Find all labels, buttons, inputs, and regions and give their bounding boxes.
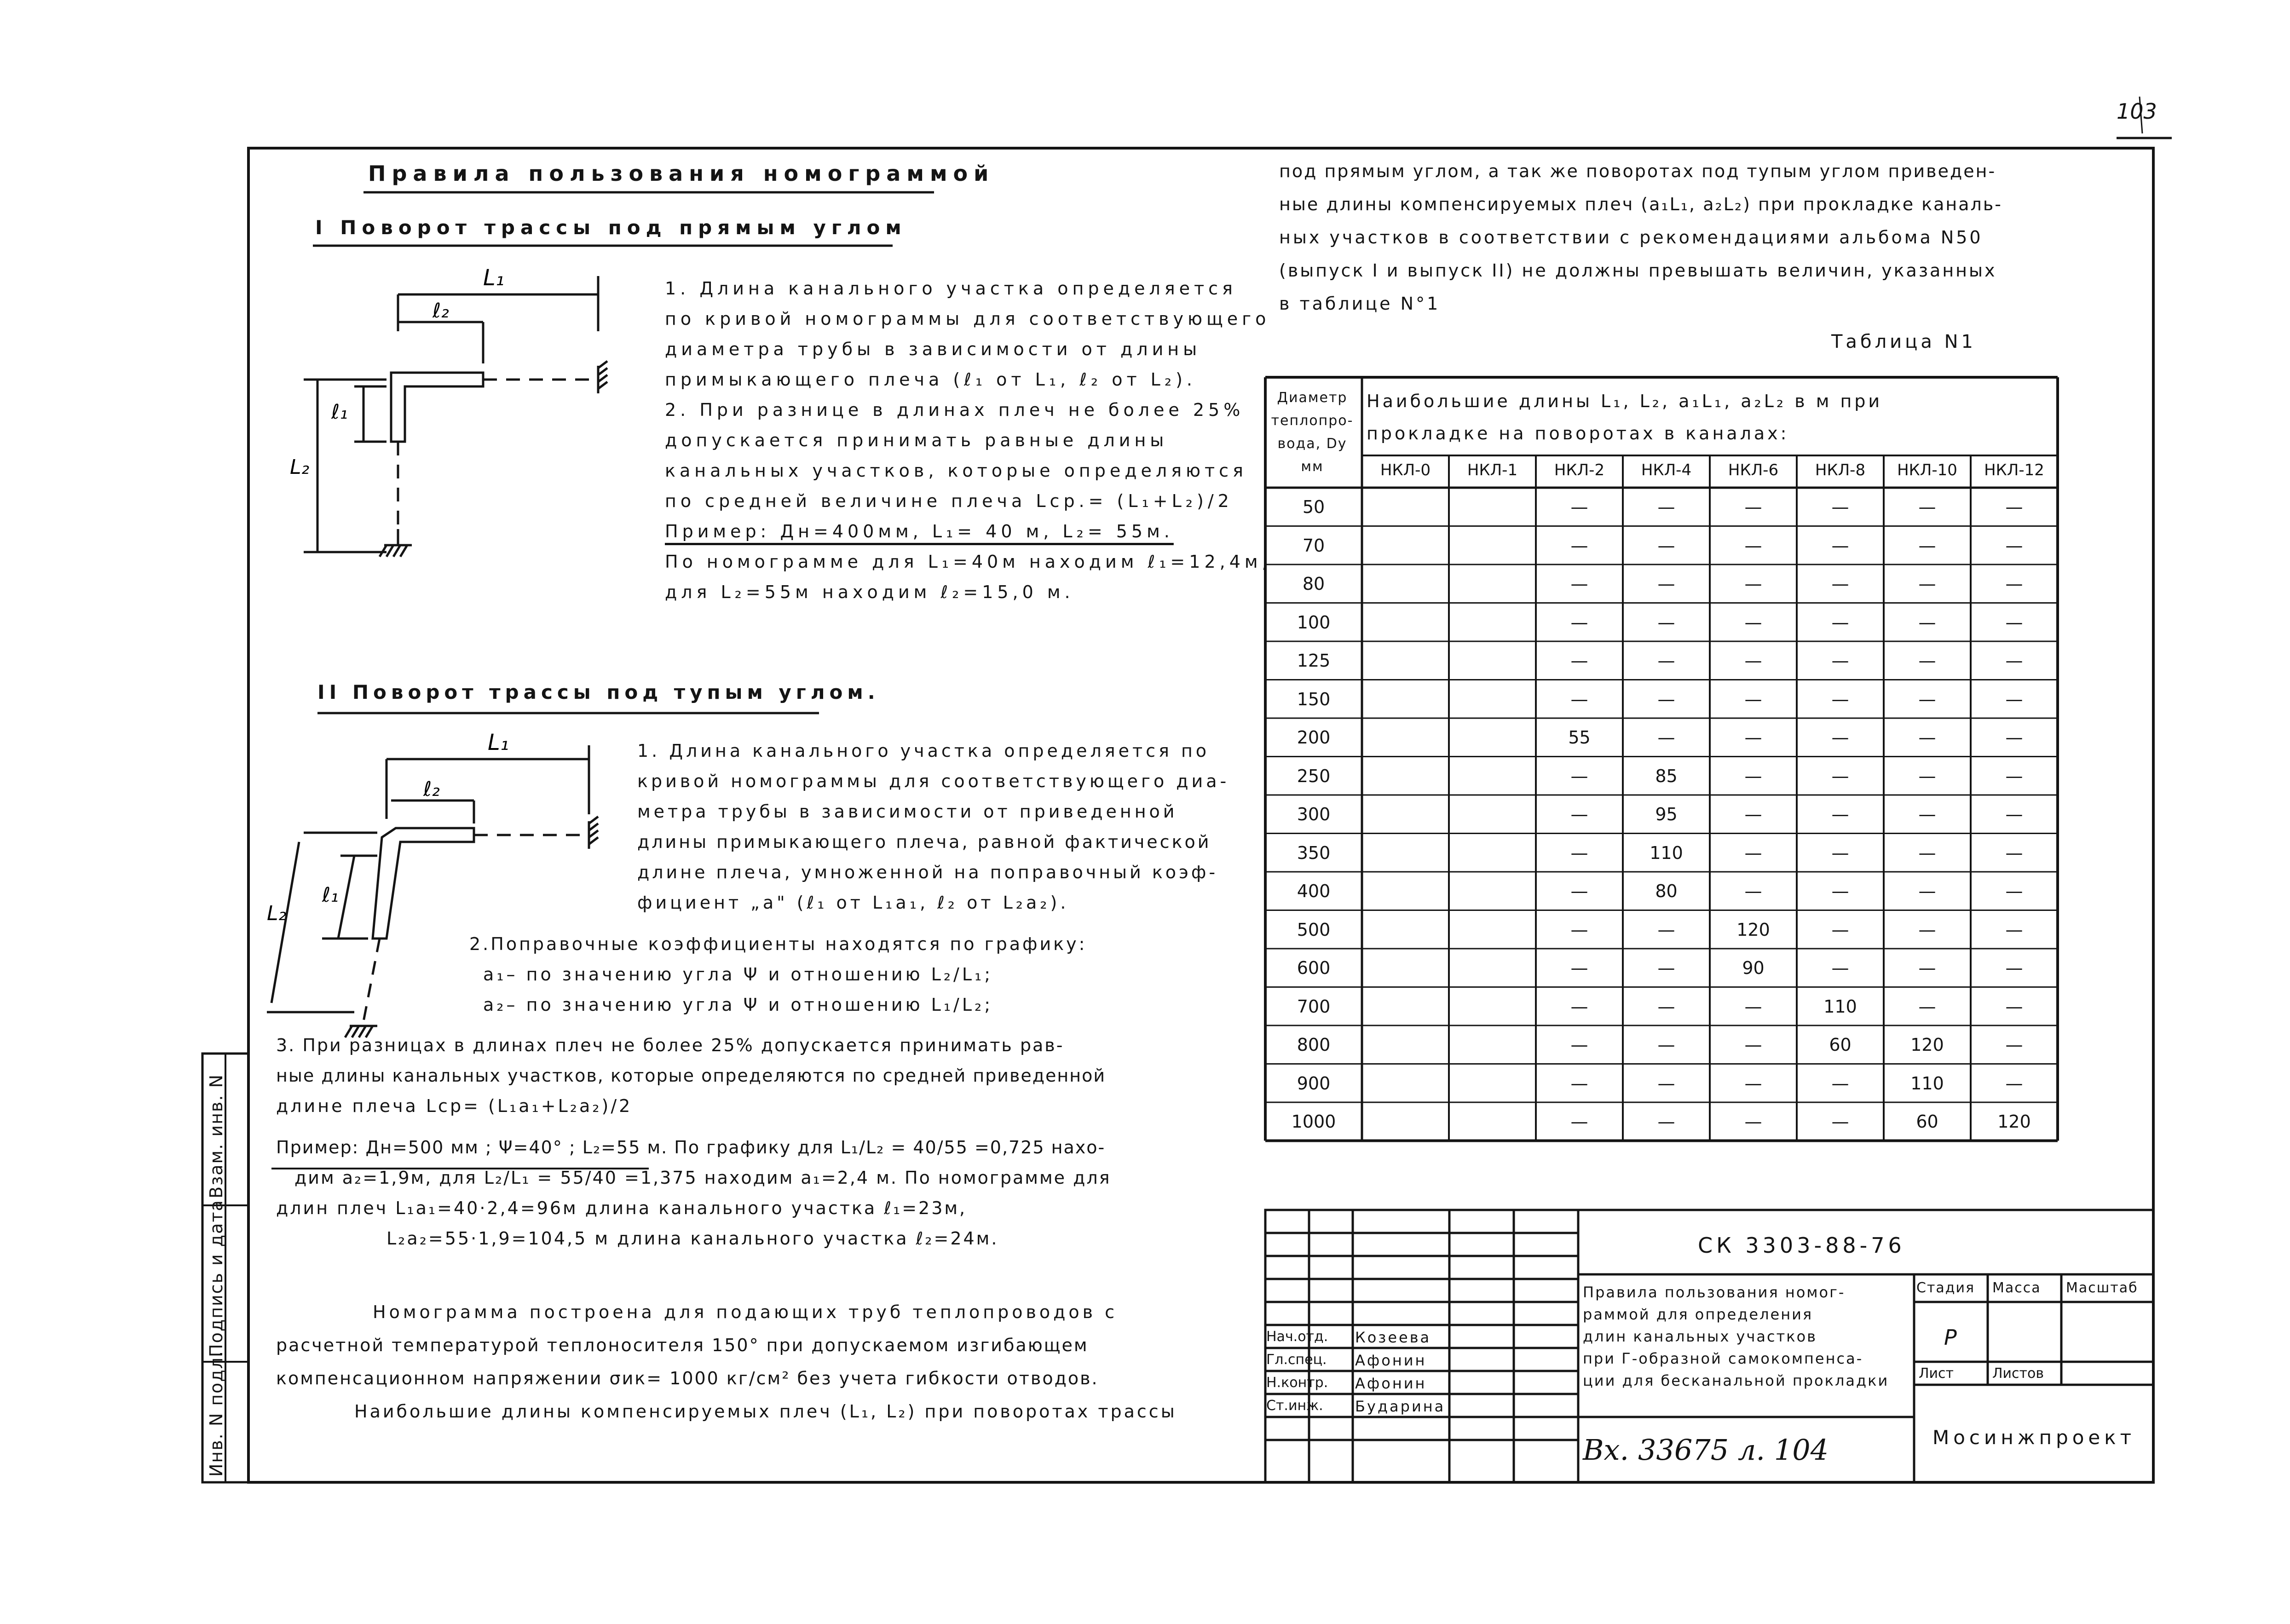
table-cell: —: [1657, 996, 1675, 1017]
table-grid: [1265, 377, 2058, 1141]
table-cell: —: [2005, 766, 2023, 786]
s2-line: 2.Поправочные коэффициенты находятся по графику:: [469, 934, 1087, 954]
table-diameter-cell: 350: [1297, 842, 1331, 863]
table-cell: —: [1744, 535, 1762, 556]
table-cell: —: [1831, 689, 1849, 709]
table-cell: —: [1570, 1111, 1588, 1132]
diag1-L1-label: L₁: [483, 265, 504, 291]
role: Н.контр.: [1266, 1375, 1328, 1391]
table-cell: —: [1744, 804, 1762, 824]
table-cell: —: [1744, 651, 1762, 671]
s1-line: По номограмме для L₁=40м находим ℓ₁=12,4м,: [665, 552, 1272, 572]
table-diameter-cell: 300: [1297, 804, 1331, 824]
right-line: в таблице N°1: [1279, 294, 1441, 314]
diag2-L1-label: L₁: [488, 730, 509, 755]
table-cell: —: [1744, 612, 1762, 633]
sheet-label: Лист: [1919, 1365, 1954, 1382]
doc-description-line: при Г-образной самокомпенса-: [1583, 1350, 1863, 1367]
table-diameter-cell: 700: [1297, 996, 1331, 1017]
section1-text: [665, 278, 1272, 612]
right-top-text: [1279, 161, 2002, 327]
doc-description-line: длин канальных участков: [1583, 1328, 1817, 1345]
table-cell: 110: [1650, 842, 1683, 863]
table-cell: 120: [1997, 1111, 2031, 1132]
table-cell: —: [1657, 1035, 1675, 1055]
table-cell: —: [1570, 996, 1588, 1017]
right-line: под прямым углом, а так же поворотах под тупым углом приведен-: [1279, 161, 1996, 181]
table-diameter-cell: 150: [1297, 689, 1331, 709]
table-cell: 80: [1655, 881, 1678, 901]
table-cell: 55: [1568, 727, 1591, 748]
diag2-l1-label: ℓ₁: [322, 883, 339, 907]
table-cell: —: [1831, 497, 1849, 517]
side-stamp-replace: Взам. инв. N: [206, 1074, 226, 1198]
table-cell: —: [2005, 1073, 2023, 1094]
table-diameter-cell: 1000: [1291, 1111, 1336, 1132]
s2-line: кривой номограммы для соответствующего диа-: [637, 771, 1230, 791]
table-cell: —: [1570, 766, 1588, 786]
table-cell: —: [1570, 842, 1588, 863]
doc-description-line: раммой для определения: [1583, 1306, 1813, 1323]
s2-line: длине плеча Lср= (L₁a₁+L₂a₂)/2: [276, 1096, 633, 1116]
s2-line: дим a₂=1,9м, для L₂/L₁ = 55/40 =1,375 находим a₁=2,4 м. По номограмме для: [294, 1168, 1111, 1188]
table-cell: —: [1570, 958, 1588, 978]
table-diameter-cell: 400: [1297, 881, 1331, 901]
table-cell: —: [1744, 574, 1762, 594]
diag1-l2-label: ℓ₂: [433, 299, 449, 322]
s2-line: a₁– по значению угла Ψ и отношению L₂/L₁;: [483, 964, 993, 985]
table-cell: —: [1570, 689, 1588, 709]
section2-title: II Поворот трассы под тупым углом.: [317, 681, 880, 703]
table-cell: —: [1831, 727, 1849, 748]
table-cell: —: [1744, 842, 1762, 863]
heading: Правила пользования номограммой: [368, 161, 995, 186]
table-diameter-cell: 800: [1297, 1035, 1331, 1055]
table-cell: —: [1657, 535, 1675, 556]
table-cell: —: [2005, 689, 2023, 709]
s2-example: Пример: Дн=500 мм ; Ψ=40° ; L₂=55 м. По графику для L₁/L₂ = 40/55 =0,725 нахо-: [276, 1137, 1106, 1158]
s2-line: длины примыкающего плеча, равной фактической: [637, 832, 1211, 852]
table-cell: —: [1918, 804, 1936, 824]
table-cell: —: [1657, 1073, 1675, 1094]
table-cell: 110: [1823, 996, 1857, 1017]
s1-line: канальных участков, которые определяются: [665, 461, 1247, 481]
section2-text-c: [276, 1035, 1111, 1259]
table-cell: —: [2005, 1035, 2023, 1055]
table-cell: —: [1918, 727, 1936, 748]
diameter-header: [1266, 386, 1358, 478]
s2-line: 1. Длина канального участка определяется по: [637, 741, 1210, 761]
diag1-l1-label: ℓ₁: [331, 400, 348, 424]
table-cell: —: [2005, 535, 2023, 556]
table-cell: 90: [1742, 958, 1765, 978]
stage-value: Р: [1944, 1325, 1957, 1350]
table-cell: —: [1918, 766, 1936, 786]
role-name: Афонин: [1355, 1375, 1427, 1392]
doc-description-line: Правила пользования номог-: [1583, 1284, 1846, 1301]
table-cell: —: [1831, 1073, 1849, 1094]
table-cell: —: [1831, 651, 1849, 671]
table-cell: 85: [1655, 766, 1678, 786]
table-col-header: НКЛ-8: [1815, 461, 1866, 479]
bottom-line: Номограмма построена для подающих труб теплопроводов с: [373, 1302, 1118, 1322]
table-diameter-cell: 500: [1297, 919, 1331, 940]
diagram-right-angle: [304, 276, 607, 557]
table-cell: —: [1831, 881, 1849, 901]
role: Гл.спец.: [1266, 1352, 1327, 1368]
table-cell: —: [1831, 612, 1849, 633]
table-cell: —: [1744, 1035, 1762, 1055]
s1-line: 2. При разнице в длинах плеч не более 25%: [665, 400, 1245, 420]
right-line: (выпуск I и выпуск II) не должны превышать величин, указанных: [1279, 260, 1997, 281]
table-cell: —: [1570, 919, 1588, 940]
diameter-header-line: вода, Dу мм: [1277, 436, 1347, 475]
page-number: 103: [2117, 99, 2157, 124]
table-cell: —: [1657, 612, 1675, 633]
table-cell: —: [1831, 804, 1849, 824]
s1-example: Пример: Дн=400мм, L₁= 40 м, L₂= 55м.: [665, 521, 1174, 541]
table-cell: 110: [1910, 1073, 1944, 1094]
diameter-header-line: теплопро-: [1271, 413, 1354, 429]
doc-code: СК 3303-88-76: [1698, 1233, 1905, 1258]
hdr-stage: Стадия: [1916, 1280, 1975, 1296]
table-cell: —: [2005, 842, 2023, 863]
diag2-L2-label: L₂: [267, 902, 287, 925]
table-cell: —: [1831, 574, 1849, 594]
table-cell: —: [2005, 574, 2023, 594]
table-diameter-cell: 100: [1297, 612, 1331, 633]
table-col-header: НКЛ-6: [1728, 461, 1779, 479]
role: Ст.инж.: [1266, 1398, 1323, 1414]
table-col-header: НКЛ-2: [1554, 461, 1605, 479]
table-cell: —: [1570, 651, 1588, 671]
table-col-header: НКЛ-4: [1641, 461, 1692, 479]
table-cell: —: [2005, 804, 2023, 824]
table-cell: —: [1831, 842, 1849, 863]
doc-description: [1583, 1281, 1889, 1392]
table-cell: —: [1657, 497, 1675, 517]
table-cell: —: [1657, 1111, 1675, 1132]
section2-text-a: [637, 741, 1229, 923]
s2-line: 3. При разницах в длинах плеч не более 25% допускается принимать рав-: [276, 1035, 1064, 1055]
table-cell: —: [1831, 535, 1849, 556]
table-cell: —: [1918, 497, 1936, 517]
table-cell: —: [1918, 689, 1936, 709]
table-diameter-cell: 250: [1297, 766, 1331, 786]
span-header-2: прокладке на поворотах в каналах:: [1367, 423, 1789, 443]
doc-description-line: ции для бесканальной прокладки: [1583, 1372, 1889, 1389]
table-cell: —: [1570, 535, 1588, 556]
s2-line: метра трубы в зависимости от приведенной: [637, 801, 1178, 822]
table-cell: 95: [1655, 804, 1678, 824]
table-cell: —: [1657, 651, 1675, 671]
diag1-L2-label: L₂: [290, 455, 310, 479]
table-cell: —: [1657, 727, 1675, 748]
table-cell: —: [1918, 535, 1936, 556]
role-name: Афонин: [1355, 1352, 1427, 1369]
table-cell: —: [1570, 1073, 1588, 1094]
table-cell: —: [1831, 1111, 1849, 1132]
table-cell: —: [2005, 612, 2023, 633]
org-name: Мосинжпроект: [1932, 1426, 2136, 1449]
section1-title: I Поворот трассы под прямым углом: [315, 216, 907, 239]
table-cell: —: [1744, 497, 1762, 517]
table-caption: Таблица N1: [1831, 331, 1976, 352]
table-diameter-cell: 600: [1297, 958, 1331, 978]
right-line: ных участков в соответствии с рекомендациями альбома N50: [1279, 227, 1983, 248]
hdr-scale: Масштаб: [2066, 1280, 2138, 1296]
right-line: ные длины компенсируемых плеч (a₁L₁, a₂L₂) при прокладке каналь-: [1279, 194, 2002, 214]
side-stamp-signature: Подпись и дата: [206, 1199, 226, 1357]
s1-line: диаметра трубы в зависимости от длины: [665, 339, 1201, 359]
archive-number: Вх. 33675 л. 104: [1583, 1433, 1829, 1467]
table-diameter-cell: 70: [1302, 535, 1325, 556]
table-cell: 120: [1910, 1035, 1944, 1055]
role-name: Козеева: [1355, 1329, 1431, 1346]
table-cell: —: [1570, 1035, 1588, 1055]
table-col-header: НКЛ-12: [1984, 461, 2044, 479]
role-name: Бударина: [1355, 1398, 1446, 1415]
table-cell: —: [1570, 612, 1588, 633]
table-cell: —: [1831, 919, 1849, 940]
table-cell: —: [1918, 842, 1936, 863]
table-cell: —: [2005, 919, 2023, 940]
s1-line: 1. Длина канального участка определяется: [665, 278, 1237, 299]
table-cell: —: [1918, 574, 1936, 594]
s1-line: по средней величине плеча Lср.= (L₁+L₂)/2: [665, 491, 1233, 511]
table-diameter-cell: 200: [1297, 727, 1331, 748]
bottom-text: [276, 1302, 1177, 1434]
diag2-l2-label: ℓ₂: [423, 777, 440, 801]
s1-line: примыкающего плеча (ℓ₁ от L₁, ℓ₂ от L₂).: [665, 369, 1196, 390]
table-cell: —: [2005, 996, 2023, 1017]
table-col-header: НКЛ-1: [1467, 461, 1518, 479]
bottom-line: Наибольшие длины компенсируемых плеч (L₁, L₂) при поворотах трассы: [354, 1401, 1177, 1422]
table-cell: —: [1918, 996, 1936, 1017]
table-cell: —: [1657, 574, 1675, 594]
sheets-label: Листов: [1992, 1365, 2044, 1382]
table-cell: —: [2005, 651, 2023, 671]
table-cell: 60: [1916, 1111, 1938, 1132]
side-stamp-inv: Инв. N подл.: [206, 1350, 226, 1477]
table-cell: —: [1570, 804, 1588, 824]
table-cell: —: [2005, 958, 2023, 978]
table-diameter-cell: 50: [1302, 497, 1325, 517]
table-cell: —: [1918, 958, 1936, 978]
table-cell: —: [1570, 881, 1588, 901]
s1-line: для L₂=55м находим ℓ₂=15,0 м.: [665, 582, 1074, 602]
table-cell: —: [1744, 1111, 1762, 1132]
table-cell: —: [1744, 766, 1762, 786]
s2-line: ные длины канальных участков, которые определяются по средней приведенной: [276, 1065, 1106, 1086]
table-cell: —: [1744, 996, 1762, 1017]
bottom-line: расчетной температурой теплоносителя 150° при допускаемом изгибающем: [276, 1335, 1089, 1355]
table-cell: —: [1744, 689, 1762, 709]
s2-line: фициент „a" (ℓ₁ от L₁a₁, ℓ₂ от L₂a₂).: [637, 893, 1069, 913]
role: Нач.отд.: [1266, 1329, 1328, 1345]
s2-line: L₂a₂=55·1,9=104,5 м длина канального участка ℓ₂=24м.: [386, 1228, 999, 1249]
table-cell: —: [1744, 727, 1762, 748]
table-cell: —: [1831, 766, 1849, 786]
s2-line: a₂– по значению угла Ψ и отношению L₁/L₂;: [483, 995, 993, 1015]
table-cell: —: [1570, 497, 1588, 517]
table-cell: —: [2005, 727, 2023, 748]
table-cell: —: [1744, 881, 1762, 901]
table-cell: —: [2005, 497, 2023, 517]
section2-text-b: [469, 934, 1087, 1025]
diameter-header-line: Диаметр: [1277, 390, 1348, 406]
table-cell: —: [1918, 919, 1936, 940]
table-cell: —: [1831, 958, 1849, 978]
s2-line: длин плеч L₁a₁=40·2,4=96м длина канального участка ℓ₁=23м,: [276, 1198, 967, 1218]
span-header-1: Наибольшие длины L₁, L₂, a₁L₁, a₂L₂ в м при: [1367, 391, 1883, 411]
table-cell: —: [1918, 881, 1936, 901]
hdr-mass: Масса: [1992, 1280, 2041, 1296]
table-cell: —: [1918, 612, 1936, 633]
table-cell: —: [1657, 958, 1675, 978]
table-cell: —: [1570, 574, 1588, 594]
table-col-header: НКЛ-0: [1380, 461, 1431, 479]
table-cell: —: [2005, 881, 2023, 901]
table-diameter-cell: 80: [1302, 574, 1325, 594]
table-cell: —: [1657, 689, 1675, 709]
bottom-line: компенсационном напряжении σик= 1000 кг/см² без учета гибкости отводов.: [276, 1368, 1099, 1388]
s1-line: допускается принимать равные длины: [665, 430, 1168, 450]
table-cell: —: [1918, 651, 1936, 671]
table-col-header: НКЛ-10: [1897, 461, 1957, 479]
table-cell: —: [1657, 919, 1675, 940]
table-cell: 60: [1829, 1035, 1852, 1055]
table-diameter-cell: 125: [1297, 651, 1331, 671]
table-cell: —: [1744, 1073, 1762, 1094]
table-diameter-cell: 900: [1297, 1073, 1331, 1094]
s2-line: длине плеча, умноженной на поправочный коэф-: [637, 862, 1218, 882]
table-cell: 120: [1736, 919, 1770, 940]
s1-line: по кривой номограммы для соответствующего: [665, 309, 1270, 329]
